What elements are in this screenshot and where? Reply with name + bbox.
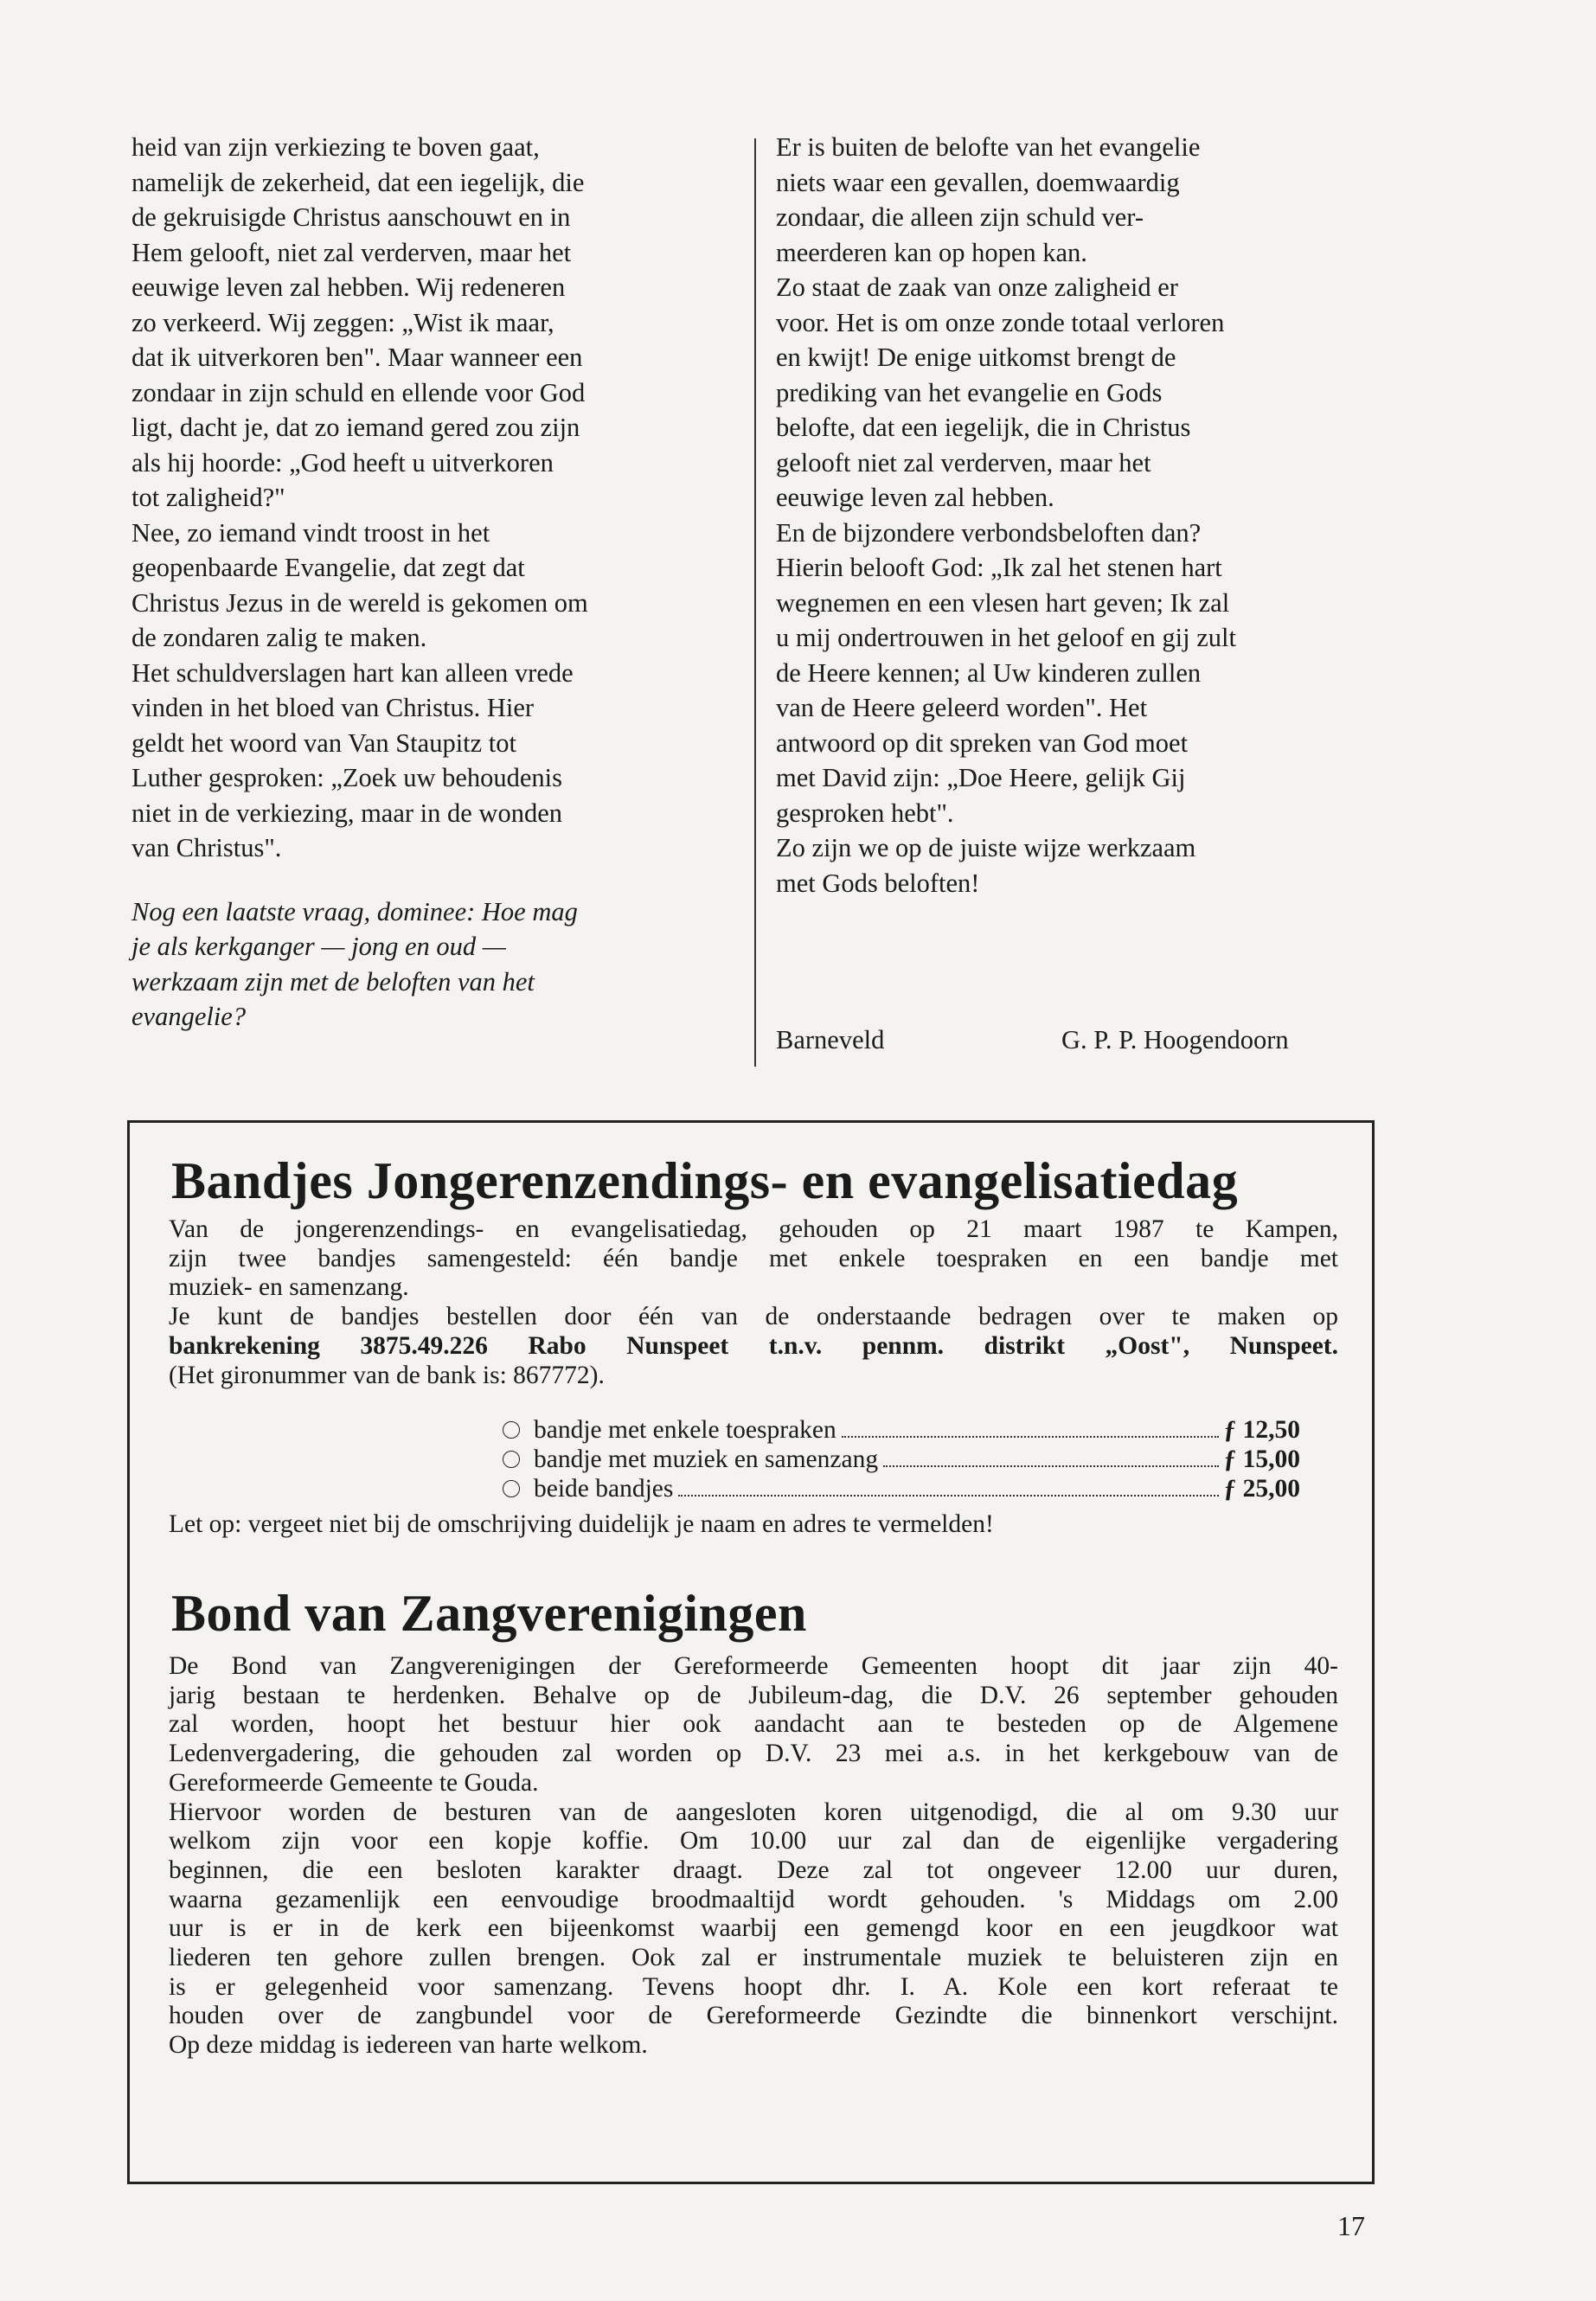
text-line: houden over de zangbundel voor de Gereformeerde Gezindte die binnenkort verschijnt.	[169, 2002, 1338, 2030]
dot-leader	[842, 1435, 1219, 1438]
text-line: gelooft niet zal verderven, maar het	[776, 447, 1151, 478]
order-option	[503, 1474, 1300, 1503]
text-line: eeuwige leven zal hebben.	[776, 483, 1054, 512]
text-line: zondaar, die alleen zijn schuld ver-	[776, 202, 1144, 232]
text-line: Zo staat de zaak van onze zaligheid er	[776, 272, 1178, 302]
order-list	[503, 1415, 1300, 1503]
text-line: zijn twee bandjes samengesteld: één bandje met enkele toespraken en een bandje met	[169, 1244, 1338, 1272]
text-line: met Gods beloften!	[776, 868, 980, 898]
text-line: muziek- en samenzang.	[169, 1273, 409, 1302]
text-line: zal worden, hoopt het bestuur hier ook aandacht aan te besteden op de Algemene	[169, 1710, 1338, 1739]
text-line: de zondaren zalig te maken.	[131, 623, 427, 652]
text-line: uur is er in de kerk een bijeenkomst waarbij een gemengd koor en een jeugdkoor wat	[169, 1914, 1338, 1943]
bank-account-line: bankrekening 3875.49.226 Rabo Nunspeet t.n.v. pennm. distrikt „Oost", Nunspeet.	[169, 1331, 1338, 1360]
text-line: de gekruisigde Christus aanschouwt en in	[131, 202, 571, 232]
text-line: beginnen, die een besloten karakter draagt. Deze zal tot ongeveer 12.00 uur duren,	[169, 1856, 1338, 1884]
question-line: je als kerkganger — jong en oud —	[131, 932, 506, 961]
circle-checkbox-icon	[503, 1421, 520, 1439]
order-note: Let op: vergeet niet bij de omschrijving duidelijk je naam en adres te vermelden!	[169, 1510, 994, 1538]
bond-paragraph	[169, 1652, 1338, 2061]
text-line: dat ik uitverkoren ben". Maar wanneer een	[131, 343, 583, 372]
signature-author: G. P. P. Hoogendoorn	[1061, 1025, 1289, 1054]
order-label: beide bandjes	[534, 1475, 674, 1503]
text-line: heid van zijn verkiezing te boven gaat,	[131, 132, 540, 162]
bond-title: Bond van Zangverenigingen	[171, 1585, 807, 1642]
order-label: bandje met enkele toespraken	[534, 1416, 836, 1444]
text-line: En de bijzondere verbondsbeloften dan?	[776, 517, 1202, 548]
text-line: met David zijn: „Doe Heere, gelijk Gij	[776, 763, 1186, 792]
right-column	[776, 130, 1399, 901]
text-line: en kwijt! De enige uitkomst brengt de	[776, 343, 1176, 372]
order-label: bandje met muziek en samenzang	[534, 1445, 879, 1473]
text-line: liederen ten gehore zullen brengen. Ook zal er instrumentale muziek te beluisteren zijn en	[169, 1944, 1338, 1972]
text-line: zondaar in zijn schuld en ellende voor God	[131, 377, 586, 407]
text-line: eeuwige leven zal hebben. Wij redeneren	[131, 272, 566, 302]
text-line: De Bond van Zangverenigingen der Gereformeerde Gemeenten hoopt dit jaar zijn 40-	[169, 1652, 1338, 1680]
announcement-box	[127, 1120, 1375, 2184]
text-line: van de Heere geleerd worden". Het	[776, 693, 1148, 722]
text-line: Nee, zo iemand vindt troost in het	[131, 517, 490, 548]
text-line: Je kunt de bandjes bestellen door één van de onderstaande bedragen over te maken op	[169, 1303, 1338, 1331]
order-option	[503, 1415, 1300, 1445]
order-price: ƒ 12,50	[1223, 1416, 1300, 1444]
dot-leader	[883, 1465, 1218, 1467]
text-line: Zo zijn we op de juiste wijze werkzaam	[776, 833, 1196, 862]
signature-place: Barneveld	[776, 1025, 885, 1054]
dot-leader	[678, 1494, 1218, 1497]
text-line: de Heere kennen; al Uw kinderen zullen	[776, 657, 1202, 688]
text-line: niets waar een gevallen, doemwaardig	[776, 167, 1180, 197]
left-body	[131, 130, 737, 866]
text-line: Er is buiten de belofte van het evangelie	[776, 132, 1201, 162]
text-line: Hem gelooft, niet zal verderven, maar het	[131, 237, 572, 267]
bandjes-paragraph	[169, 1215, 1338, 1390]
question-line: Nog een laatste vraag, dominee: Hoe mag	[131, 896, 578, 926]
left-column	[131, 130, 737, 1035]
question-line: werkzaam zijn met de beloften van het	[131, 966, 535, 997]
circle-checkbox-icon	[503, 1451, 520, 1468]
text-line: Op deze middag is iedereen van harte welkom.	[169, 2031, 648, 2060]
text-line: waarna gezamenlijk een eenvoudige broodmaaltijd wordt gehouden. 's Middags om 2.00	[169, 1885, 1338, 1913]
text-line: belofte, dat een iegelijk, die in Christus	[776, 413, 1191, 442]
text-line: vinden in het bloed van Christus. Hier	[131, 693, 535, 722]
text-line: geldt het woord van Van Staupitz tot	[131, 727, 517, 758]
circle-checkbox-icon	[503, 1480, 520, 1497]
text-line: voor. Het is om onze zonde totaal verloren	[776, 307, 1225, 337]
text-line: meerderen kan op hopen kan.	[776, 237, 1087, 267]
page-number: 17	[1337, 2210, 1365, 2241]
text-line: Hiervoor worden de besturen van de aangesloten koren uitgenodigd, die al om 9.30 uur	[169, 1798, 1338, 1826]
text-line: tot zaligheid?"	[131, 483, 285, 512]
text-line: van Christus".	[131, 833, 282, 862]
text-line: Hierin belooft God: „Ik zal het stenen hart	[776, 553, 1222, 582]
text-line: welkom zijn voor een kopje koffie. Om 10.00 uur zal dan de eigenlijke vergadering	[169, 1827, 1338, 1856]
bandjes-title: Bandjes Jongerenzendings- en evangelisatiedag	[171, 1152, 1239, 1209]
text-line: namelijk de zekerheid, dat een iegelijk, die	[131, 167, 585, 197]
text-line: u mij ondertrouwen in het geloof en gij zult	[776, 623, 1236, 652]
text-line: gesproken hebt".	[776, 798, 954, 828]
text-line: ligt, dacht je, dat zo iemand gered zou zijn	[131, 413, 580, 442]
text-line: geopenbaarde Evangelie, dat zegt dat	[131, 553, 525, 582]
text-line: antwoord op dit spreken van God moet	[776, 727, 1189, 758]
text-line: als hij hoorde: „God heeft u uitverkoren	[131, 447, 554, 478]
text-line: Christus Jezus in de wereld is gekomen om	[131, 587, 588, 618]
text-line: prediking van het evangelie en Gods	[776, 377, 1163, 407]
question-line: evangelie?	[131, 1002, 247, 1031]
text-line: jarig bestaan te herdenken. Behalve op de Jubileum-dag, die D.V. 26 september gehouden	[169, 1681, 1338, 1709]
text-line: Luther gesproken: „Zoek uw behoudenis	[131, 763, 563, 792]
interview-question	[131, 894, 737, 1035]
order-option	[503, 1445, 1300, 1474]
order-price: ƒ 25,00	[1223, 1475, 1300, 1503]
text-line: Gereformeerde Gemeente te Gouda.	[169, 1768, 539, 1797]
column-divider	[754, 138, 756, 1067]
text-line: wegnemen en een vlesen hart geven; Ik zal	[776, 587, 1230, 618]
order-price: ƒ 15,00	[1223, 1445, 1300, 1473]
text-line: Ledenvergadering, die gehouden zal worden op D.V. 23 mei a.s. in het kerkgebouw van de	[169, 1740, 1338, 1768]
text-line: Het schuldverslagen hart kan alleen vrede	[131, 657, 574, 688]
text-line: (Het gironummer van de bank is: 867772).	[169, 1361, 605, 1389]
text-line: Van de jongerenzendings- en evangelisatiedag, gehouden op 21 maart 1987 te Kampen,	[169, 1215, 1338, 1243]
text-line: is er gelegenheid voor samenzang. Tevens hoopt dhr. I. A. Kole een kort referaat te	[169, 1972, 1338, 2001]
text-line: niet in de verkiezing, maar in de wonden	[131, 798, 562, 828]
text-line: zo verkeerd. Wij zeggen: „Wist ik maar,	[131, 307, 554, 337]
